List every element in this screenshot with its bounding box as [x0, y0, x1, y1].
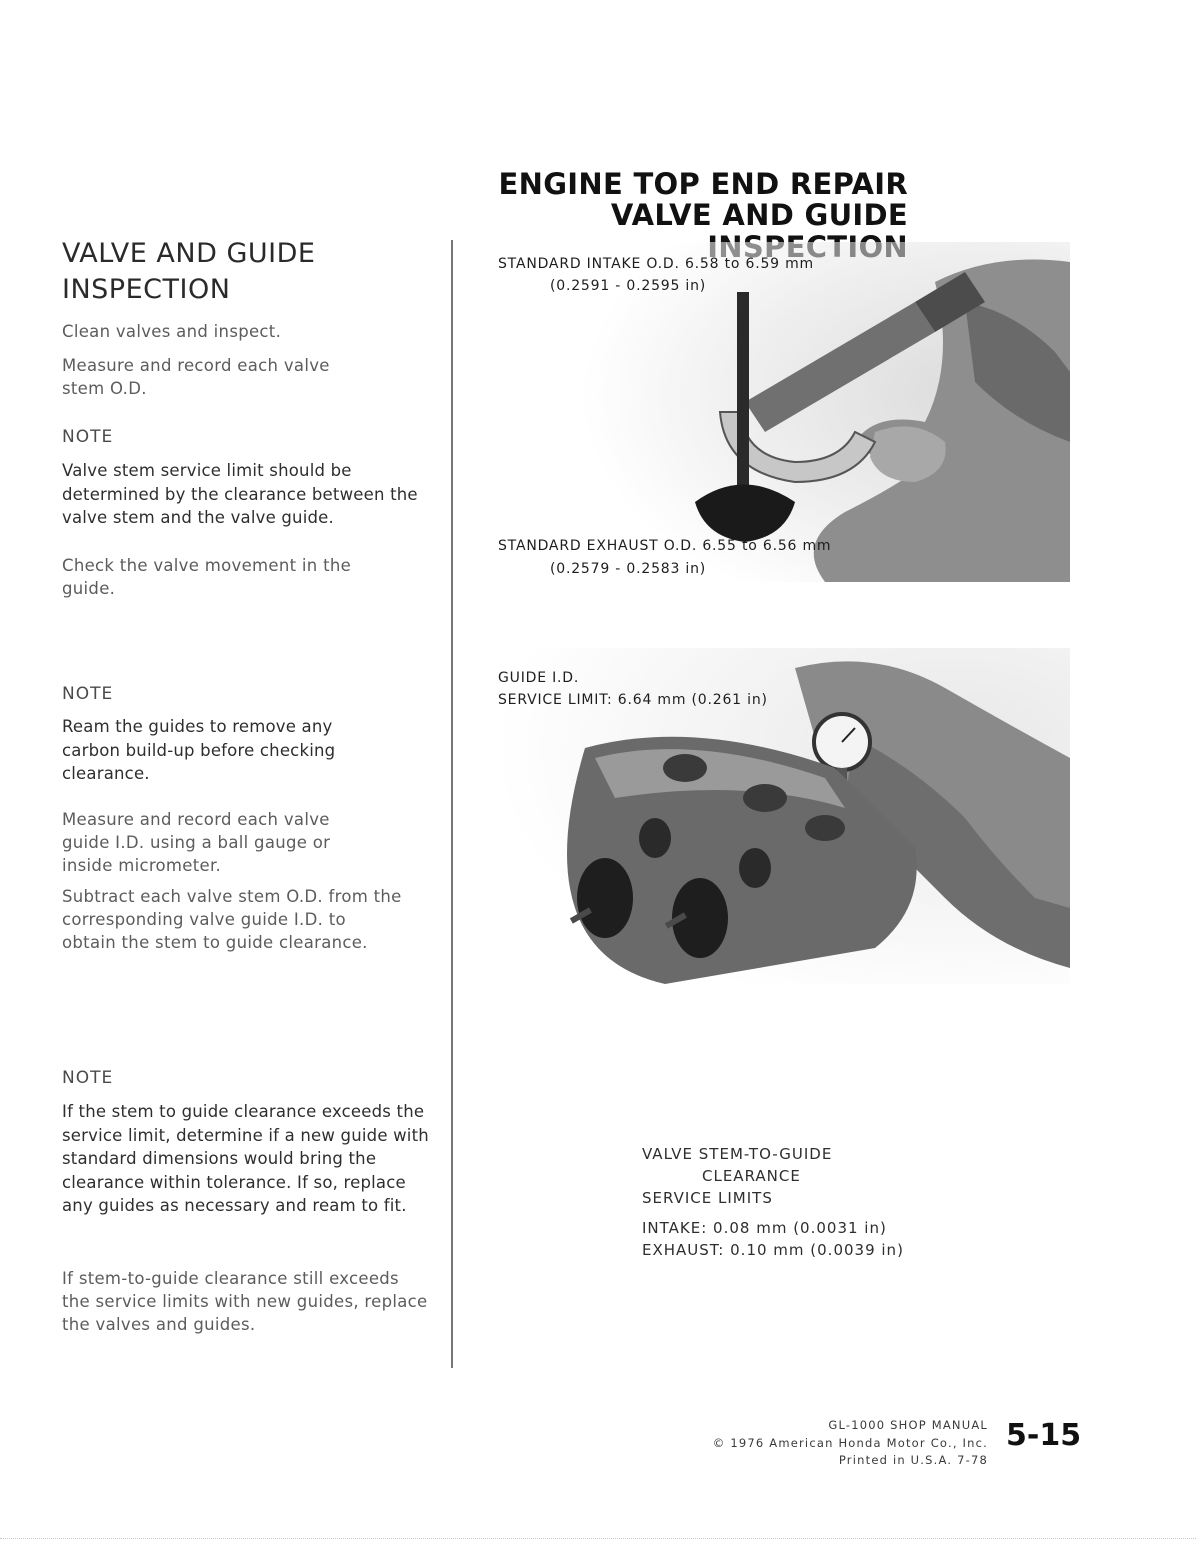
paragraph-clean-valves: Clean valves and inspect. — [62, 322, 282, 341]
limits-exhaust: EXHAUST: 0.10 mm (0.0039 in) — [642, 1241, 904, 1259]
paragraph-replace: If stem-to-guide clearance still exceeds the service limits with new guides, replace the valves and guides. — [62, 1269, 428, 1334]
column-divider — [451, 240, 453, 1368]
limits-title-line3: SERVICE LIMITS — [642, 1189, 773, 1207]
chapter-title: ENGINE TOP END REPAIR — [498, 167, 908, 201]
section-title — [62, 236, 442, 308]
note-text: Ream the guides to remove any carbon build-up before checking clearance. — [62, 717, 336, 783]
guide-id-label: GUIDE I.D. — [498, 670, 580, 686]
exhaust-od-label: STANDARD EXHAUST O.D. 6.55 to 6.56 mm — [498, 538, 832, 554]
paragraph-measure-stem: Measure and record each valve stem O.D. — [62, 356, 330, 398]
section-title-line1: VALVE AND GUIDE — [62, 238, 316, 269]
note-text: If the stem to guide clearance exceeds the service limit, determine if a new guide with standard dimensions would bring the clearance within tolerance. If so, replace any guides as necessary and ream to fit. — [62, 1102, 429, 1215]
intake-od-inches: (0.2591 - 0.2595 in) — [550, 278, 707, 294]
intake-od-label: STANDARD INTAKE O.D. 6.58 to 6.59 mm — [498, 256, 814, 272]
page-number: 5-15 — [1006, 1418, 1082, 1453]
exhaust-od-inches: (0.2579 - 0.2583 in) — [550, 561, 707, 577]
guide-service-limit: SERVICE LIMIT: 6.64 mm (0.261 in) — [498, 692, 768, 708]
paragraph-check-movement: Check the valve movement in the guide. — [62, 556, 352, 598]
note-label: NOTE — [62, 1068, 114, 1088]
note-text: Valve stem service limit should be determined by the clearance between the valve stem and the valve guide. — [62, 461, 418, 527]
section-title-line2: INSPECTION — [62, 274, 231, 305]
note-label: NOTE — [62, 684, 114, 704]
note-label: NOTE — [62, 427, 114, 447]
service-limits-block — [642, 1143, 1022, 1261]
paragraph-measure-guide: Measure and record each valve guide I.D. using a ball gauge or inside micrometer. — [62, 810, 331, 875]
footer-copyright: © 1976 American Honda Motor Co., Inc. — [712, 1436, 988, 1450]
limits-intake: INTAKE: 0.08 mm (0.0031 in) — [642, 1219, 887, 1237]
scan-artifact-line — [0, 1538, 1196, 1540]
limits-title-line2: CLEARANCE — [702, 1167, 801, 1185]
limits-title-line1: VALVE STEM-TO-GUIDE — [642, 1145, 833, 1163]
footer-manual-name: GL-1000 SHOP MANUAL — [828, 1418, 988, 1432]
page-subtitle: VALVE AND GUIDE — [610, 198, 908, 232]
paragraph-subtract: Subtract each valve stem O.D. from the corresponding valve guide I.D. to obtain the stem to guide clearance. — [62, 887, 402, 952]
footer-printed: Printed in U.S.A. 7-78 — [838, 1453, 988, 1467]
